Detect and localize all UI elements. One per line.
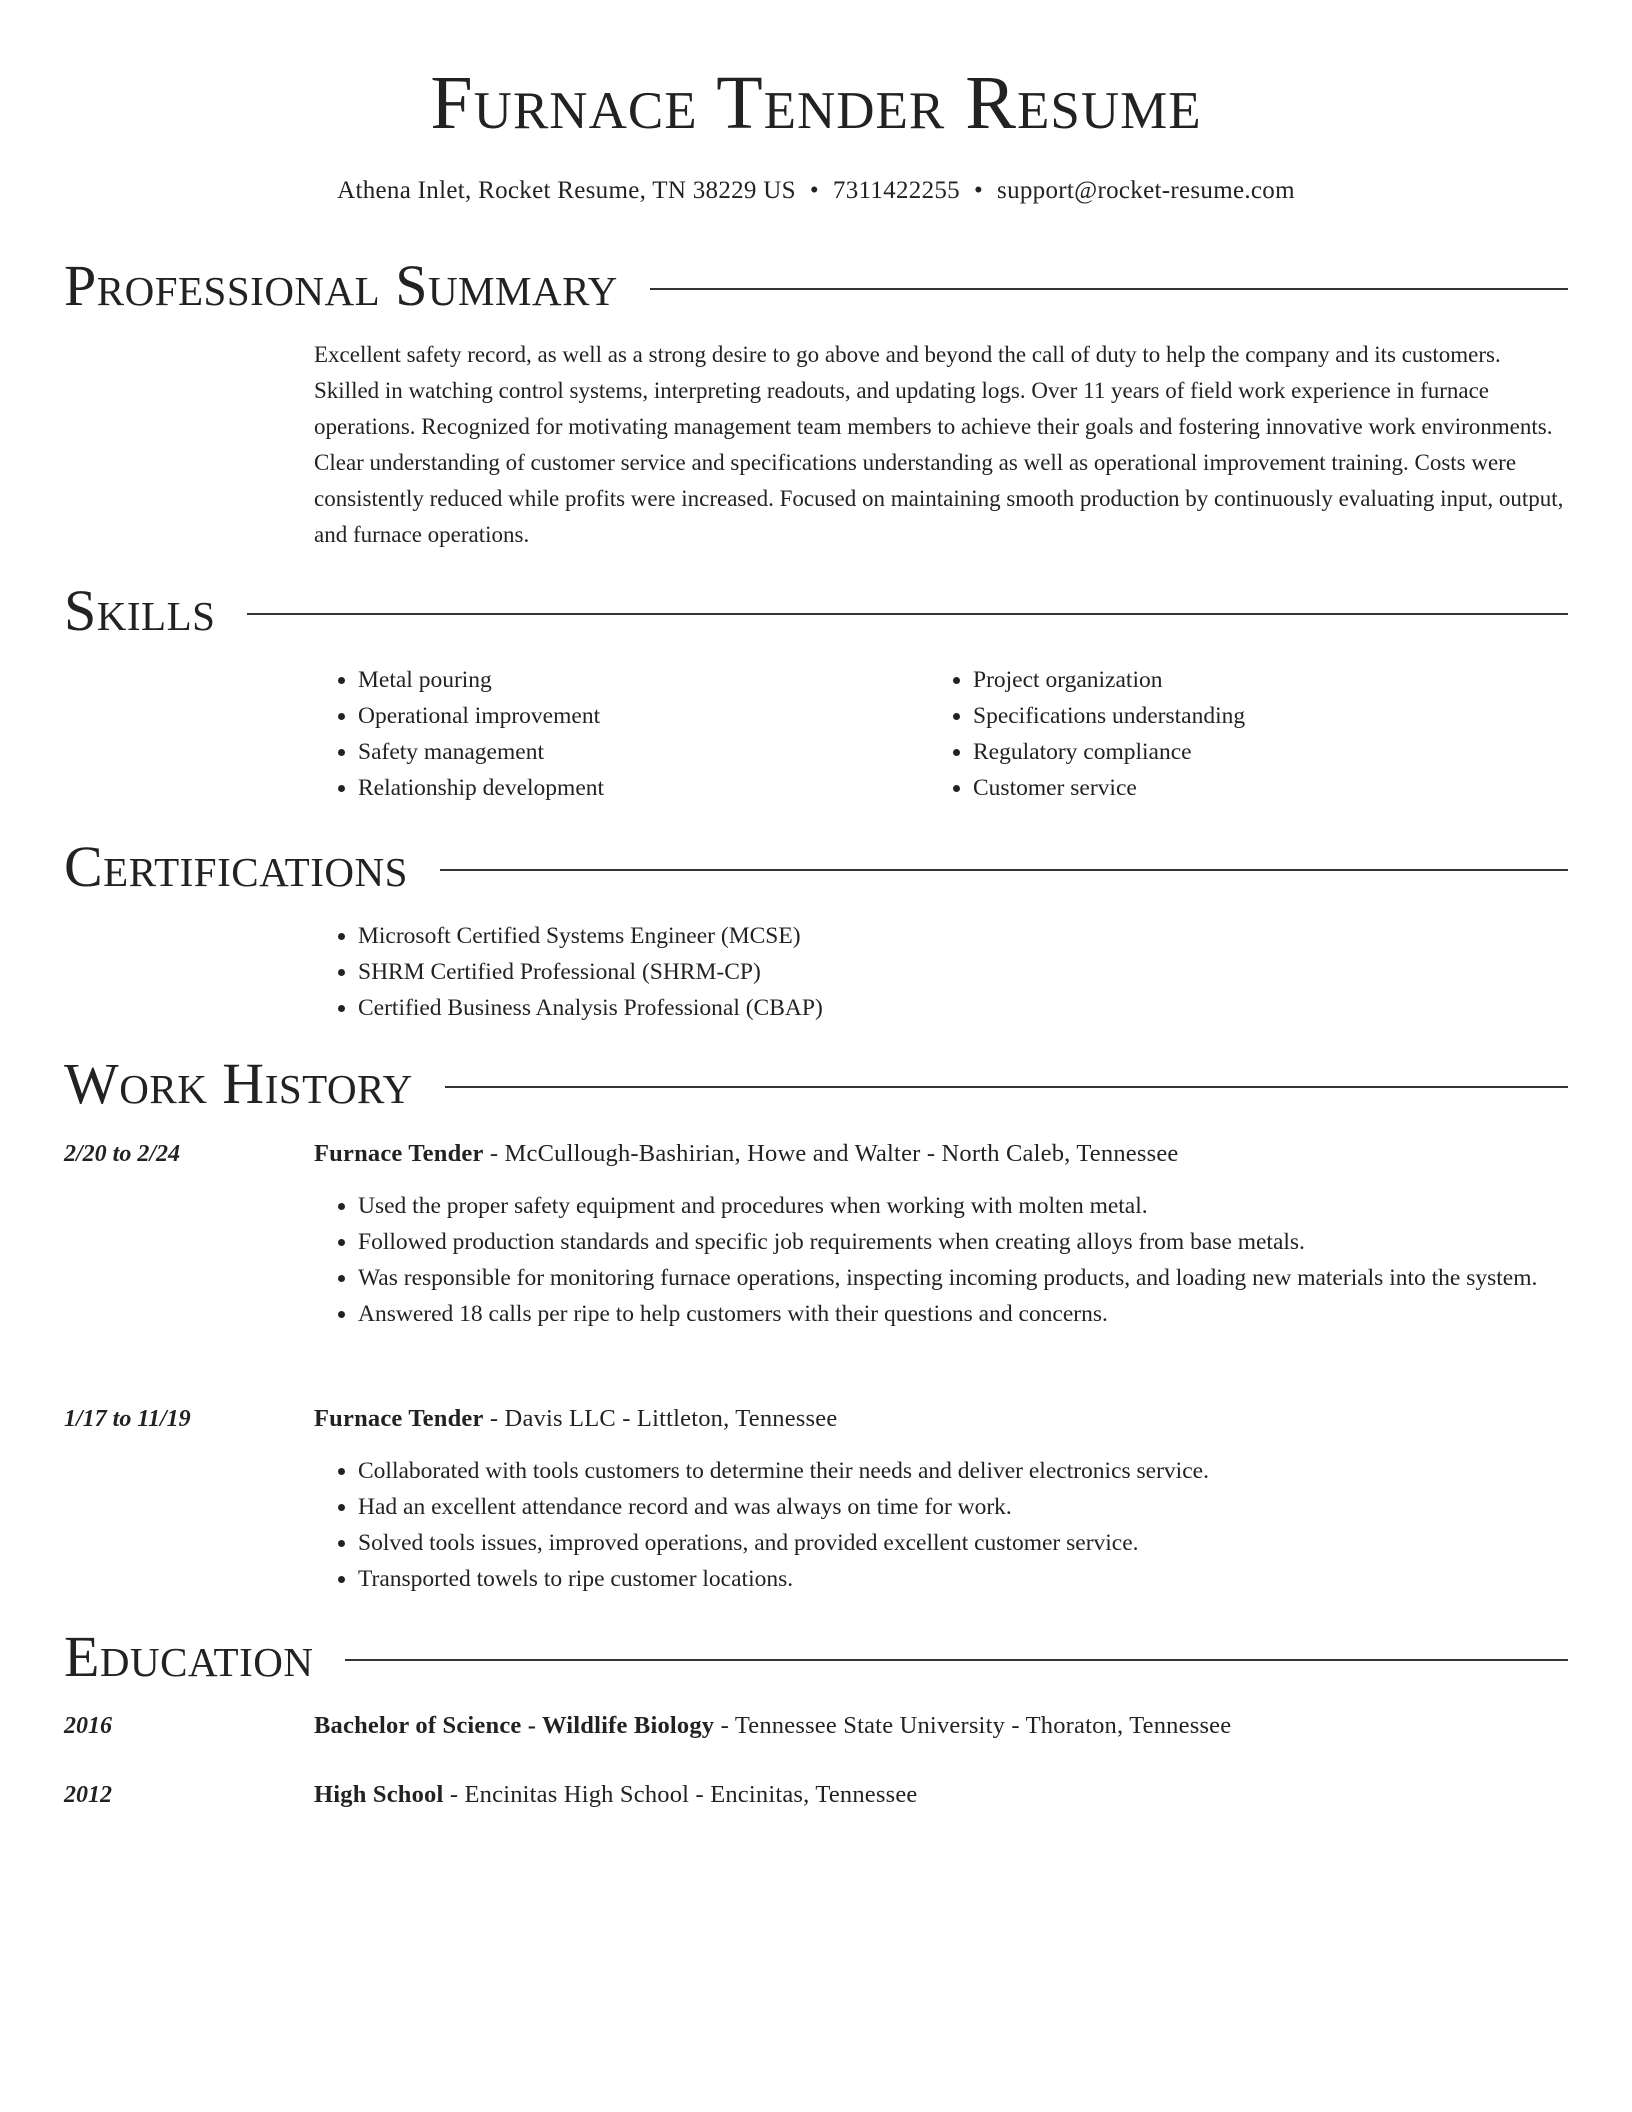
job-duty: • Was responsible for monitoring furnace operations, inspecting incoming products, and loading new materials into the system. <box>358 1260 1564 1296</box>
summary-heading: Professional Summary <box>64 253 618 318</box>
summary-text: Excellent safety record, as well as a strong desire to go above and beyond the call of duty to help the company and its customers. Skilled in watching control systems, interpreting readouts, and updating logs. Over 11 years of field work experience in furnace operations. Recognized for motivating management team members to achieve their goals and fostering innovative work environments. Clear understanding of customer service and specifications understanding as well as operational improvement training. Costs were consistently reduced while profits were increased. Focused on maintaining smooth production by continuously evaluating input, output, and furnace operations. <box>314 342 1564 547</box>
job-dates: 1/17 to 11/19 <box>64 1406 191 1432</box>
education-degree: Bachelor of Science - Wildlife Biology <box>314 1712 715 1739</box>
section-divider <box>440 869 1568 871</box>
contact-separator: • <box>809 177 819 204</box>
contact-phone: 7311422255 <box>832 177 960 204</box>
job-duty: • Solved tools issues, improved operations, and provided excellent customer service. <box>358 1525 1564 1561</box>
contact-email: support@rocket-resume.com <box>997 177 1295 204</box>
contact-line <box>0 176 1632 206</box>
section-divider <box>345 1659 1568 1661</box>
section-divider <box>650 288 1568 290</box>
job-duty: • Had an excellent attendance record and was always on time for work. <box>358 1489 1564 1525</box>
education-entry <box>314 1777 1574 1813</box>
education-entry <box>314 1708 1574 1744</box>
job-duties <box>314 1453 1564 1597</box>
job-title: Furnace Tender <box>314 1140 484 1167</box>
job-title: Furnace Tender <box>314 1405 484 1432</box>
job-duty: • Collaborated with tools customers to determine their needs and deliver electronics service. <box>358 1453 1564 1489</box>
certifications-heading: Certifications <box>64 834 408 899</box>
skill-item: • Customer service <box>973 770 1529 806</box>
job-duty: • Answered 18 calls per ripe to help customers with their questions and concerns. <box>358 1296 1564 1332</box>
education-school: - Encinitas High School - Encinitas, Tennessee <box>443 1781 918 1808</box>
summary-section-header <box>64 251 1568 321</box>
skill-item: • Relationship development <box>358 770 914 806</box>
education-degree: High School <box>314 1781 444 1808</box>
work-heading: Work History <box>64 1051 413 1116</box>
job-duty: • Transported towels to ripe customer locations. <box>358 1561 1564 1597</box>
contact-address: Athena Inlet, Rocket Resume, TN 38229 US <box>337 177 796 204</box>
job-duty: • Used the proper safety equipment and procedures when working with molten metal. <box>358 1188 1564 1224</box>
certification-item: • Microsoft Certified Systems Engineer (MCSE) <box>358 918 1564 954</box>
certifications-list <box>314 918 1564 1026</box>
certification-item: • Certified Business Analysis Professional (CBAP) <box>358 990 1564 1026</box>
job-header <box>314 1401 1574 1437</box>
certification-item: • SHRM Certified Professional (SHRM-CP) <box>358 954 1564 990</box>
skill-item: • Regulatory compliance <box>973 734 1529 770</box>
skills-section-header <box>64 576 1568 646</box>
education-year: 2016 <box>64 1713 112 1739</box>
skill-item: • Project organization <box>973 662 1529 698</box>
skills-list-right <box>929 662 1529 806</box>
education-year: 2012 <box>64 1782 112 1808</box>
skill-item: • Operational improvement <box>358 698 914 734</box>
job-employer: - McCullough-Bashirian, Howe and Walter - North Caleb, Tennessee <box>483 1140 1179 1167</box>
job-employer: - Davis LLC - Littleton, Tennessee <box>483 1405 838 1432</box>
section-divider <box>445 1086 1568 1088</box>
contact-separator: • <box>973 177 984 204</box>
job-duties <box>314 1188 1564 1332</box>
education-heading: Education <box>64 1624 314 1689</box>
education-school: - Tennessee State University - Thoraton, Tennessee <box>714 1712 1232 1739</box>
skills-heading: Skills <box>64 578 216 643</box>
work-section-header <box>64 1049 1568 1119</box>
section-divider <box>247 613 1568 615</box>
education-section-header <box>64 1622 1568 1692</box>
skill-item: • Safety management <box>358 734 914 770</box>
job-dates: 2/20 to 2/24 <box>64 1141 181 1167</box>
skill-item: • Specifications understanding <box>973 698 1529 734</box>
job-duty: • Followed production standards and specific job requirements when creating alloys from base metals. <box>358 1224 1564 1260</box>
job-header <box>314 1136 1574 1172</box>
certifications-section-header <box>64 832 1568 902</box>
skills-list-left <box>314 662 914 806</box>
skill-item: • Metal pouring <box>358 662 914 698</box>
resume-title: Furnace Tender Resume <box>430 61 1202 145</box>
